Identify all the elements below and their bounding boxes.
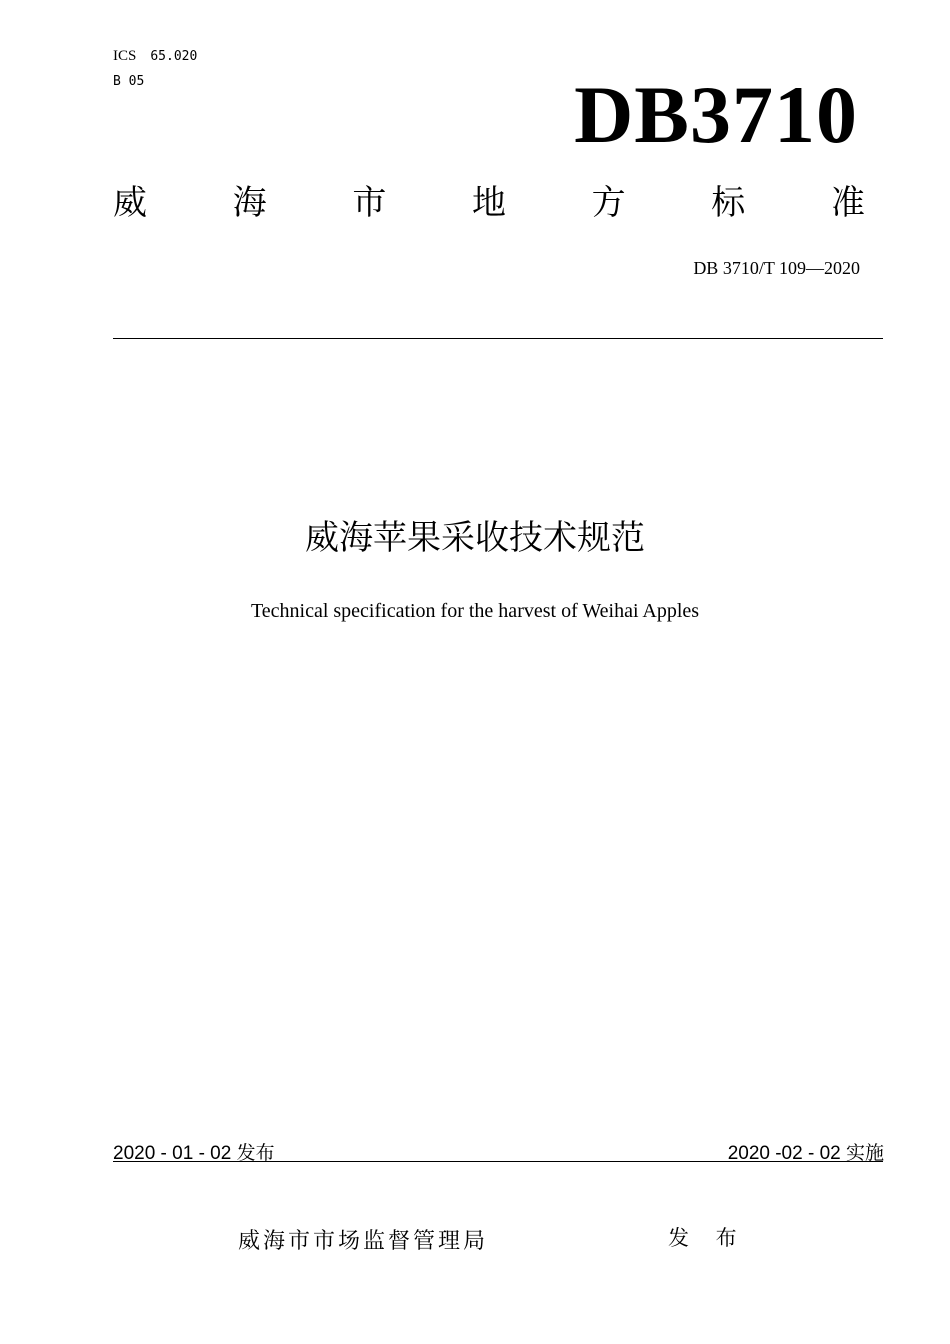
issue-label: 发 布 <box>668 1226 747 1250</box>
standard-type-char: 准 <box>830 183 865 223</box>
standard-type-char: 市 <box>352 183 387 223</box>
ccs-code: B 05 <box>113 74 145 89</box>
standard-type-char: 标 <box>711 183 746 223</box>
standard-code: DB3710 <box>574 69 858 160</box>
header-divider <box>113 338 883 339</box>
ics-classification <box>113 48 197 65</box>
implementation-date: 2020 -02 - 02 实施 <box>727 1143 884 1164</box>
ics-label: ICS <box>113 48 137 64</box>
issuing-authority: 威海市市场监督管理局 <box>238 1229 489 1254</box>
document-title-english: Technical specification for the harvest of Weihai Apples <box>250 600 700 622</box>
standard-type-char: 地 <box>471 183 506 223</box>
standard-type <box>113 183 865 223</box>
ics-code: 65.020 <box>150 49 198 64</box>
issue-date: 2020 - 01 - 02 发布 <box>113 1143 275 1164</box>
standard-type-char: 威 <box>113 183 147 223</box>
footer-divider <box>113 1161 883 1162</box>
standard-number: DB 3710/T 109—2020 <box>693 258 860 278</box>
document-title-chinese: 威海苹果采收技术规范 <box>305 518 645 558</box>
standard-type-char: 方 <box>591 183 626 223</box>
standard-type-char: 海 <box>232 183 267 223</box>
